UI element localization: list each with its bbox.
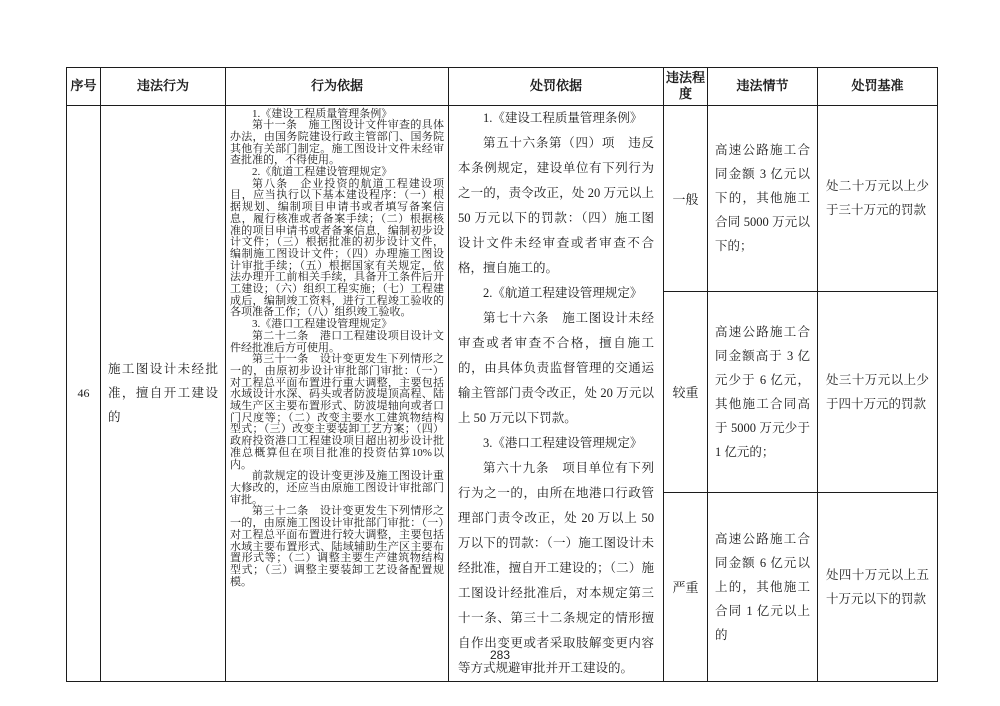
benchmark-text: 处四十万元以上五十万元以下的罚款 [826,567,929,606]
circumstance-text: 高速公路施工合同金额 6 亿元以上的，其他施工合同 1 亿元以上的 [715,531,810,642]
violation-text: 施工图设计未经批准，擅自开工建设的 [108,362,218,424]
circumstance-moderate [708,292,818,493]
behavior-basis-paragraph: 3.《港口工程建设管理规定》 [252,318,393,331]
penalty-basis-paragraph: 第五十六条第（四）项 违反本条例规定，建设单位有下列行为之一的，责令改正，处 20 万元以上 50 万元以下的罚款：（四）施工图设计文件未经审查或者审查不合格，擅自施工的。 [458,135,654,275]
header-serial: 序号 [67,68,101,106]
violation-description [101,105,226,681]
degree-moderate: 较重 [664,292,708,493]
behavior-basis-paragraph: 1.《建设工程质量管理条例》 [252,107,393,120]
table-row [67,105,938,292]
degree-general: 一般 [664,105,708,292]
penalty-basis-paragraph: 2.《航道工程建设管理规定》 [483,285,643,300]
header-benchmark: 处罚基准 [818,68,938,106]
behavior-basis-paragraph: 前款规定的设计变更涉及施工图设计重大修改的，还应当由原施工图设计审批部门审批。 [230,470,444,506]
penalty-basis-paragraph: 第六十九条 项目单位有下列行为之一的，由所在地港口行政管理部门责令改正，处 20 万以上 50 万以下的罚款：（一）施工图设计未经批准，擅自开工建设的；（二）施工图设计经批准后，对本规定第三十一条、第三十二条规定的情形擅自作出变更或者采取肢解变更内容等方式规避审批并开工建设的。 [458,460,654,675]
penalty-table [66,67,938,682]
behavior-basis-paragraph: 第三十二条 设计变更发生下列情形之一的，由原施工图设计审批部门审批：（一）对工程总平面布置进行较大调整，主要包括水域主要布置形式、陆域辅助生产区主要布置形式等；（二）调整主要生产建筑物结构型式；（三）调整主要装卸工艺设备配置规模。 [230,505,444,588]
circumstance-general [708,105,818,292]
header-violation: 违法行为 [101,68,226,106]
penalty-basis-paragraph: 第七十六条 施工图设计未经审查或者审查不合格，擅自施工的，由具体负责监督管理的交通运输主管部门责令改正，处 20 万元以上 50 万元以下罚款。 [458,310,654,425]
circumstance-text: 高速公路施工合同金额 3 亿元以下的，其他施工合同 5000 万元以下的； [715,143,810,254]
behavior-basis-paragraph: 第二十二条 港口工程建设项目设计文件经批准后方可使用。 [230,329,444,354]
serial-number: 46 [67,105,101,681]
benchmark-general [818,105,938,292]
benchmark-moderate [818,292,938,493]
circumstance-text: 高速公路施工合同金额高于 3 亿元少于 6 亿元，其他施工合同高于 5000 万元少于 1 亿元的； [715,324,810,459]
table-header-row [67,68,938,106]
penalty-basis-paragraph: 1.《建设工程质量管理条例》 [483,110,643,125]
header-penalty-basis: 处罚依据 [449,68,664,106]
penalty-basis-paragraph: 3.《港口工程建设管理规定》 [483,435,643,450]
benchmark-text: 处二十万元以上少于三十万元的罚款 [826,179,929,218]
header-degree: 违法程度 [664,68,708,106]
header-circumstance: 违法情节 [708,68,818,106]
behavior-basis-paragraph: 第三十一条 设计变更发生下列情形之一的，由原初步设计审批部门审批：（一）对工程总平面布置进行重大调整，主要包括水域设计水深、码头或者防波堤顶高程、陆域生产区主要布置形式、防波堤轴向或者口门尺度等；（二）改变主要水工建筑物结构型式；（三）改变主要装卸工艺方案；（四）政府投资港口工程建设项目超出初步设计批准总概算但在项目批准的投资估算10%以内。 [230,353,444,471]
behavior-basis-cell [226,105,449,681]
behavior-basis-paragraph: 第八条 企业投资的航道工程建设项目，应当执行以下基本建设程序：（一）根据规划、编制项目申请书或者填写备案信息，履行核准或者备案手续；（二）根据核准的项目申请书或者备案信息，编制初步设计文件；（三）根据批准的初步设计文件，编制施工图设计文件；（四）办理施工图设计审批手续；（五）根据国家有关规定，依法办理开工前相关手续，具备开工条件后开工建设；（六）组织工程实施；（七）工程建成后，编制竣工资料，进行工程竣工验收的各项准备工作；（八）组织竣工验收。 [230,177,444,319]
degree-severe: 严重 [664,492,708,681]
behavior-basis-paragraph: 第十一条 施工图设计文件审查的具体办法，由国务院建设行政主管部门、国务院其他有关部门制定。施工图设计文件未经审查批准的，不得使用。 [230,119,444,167]
penalty-basis-cell [449,105,664,681]
behavior-basis-paragraph: 2.《航道工程建设管理规定》 [252,166,393,179]
page-number: 283 [489,648,511,662]
header-behavior-basis: 行为依据 [226,68,449,106]
benchmark-text: 处三十万元以上少于四十万元的罚款 [826,372,929,411]
